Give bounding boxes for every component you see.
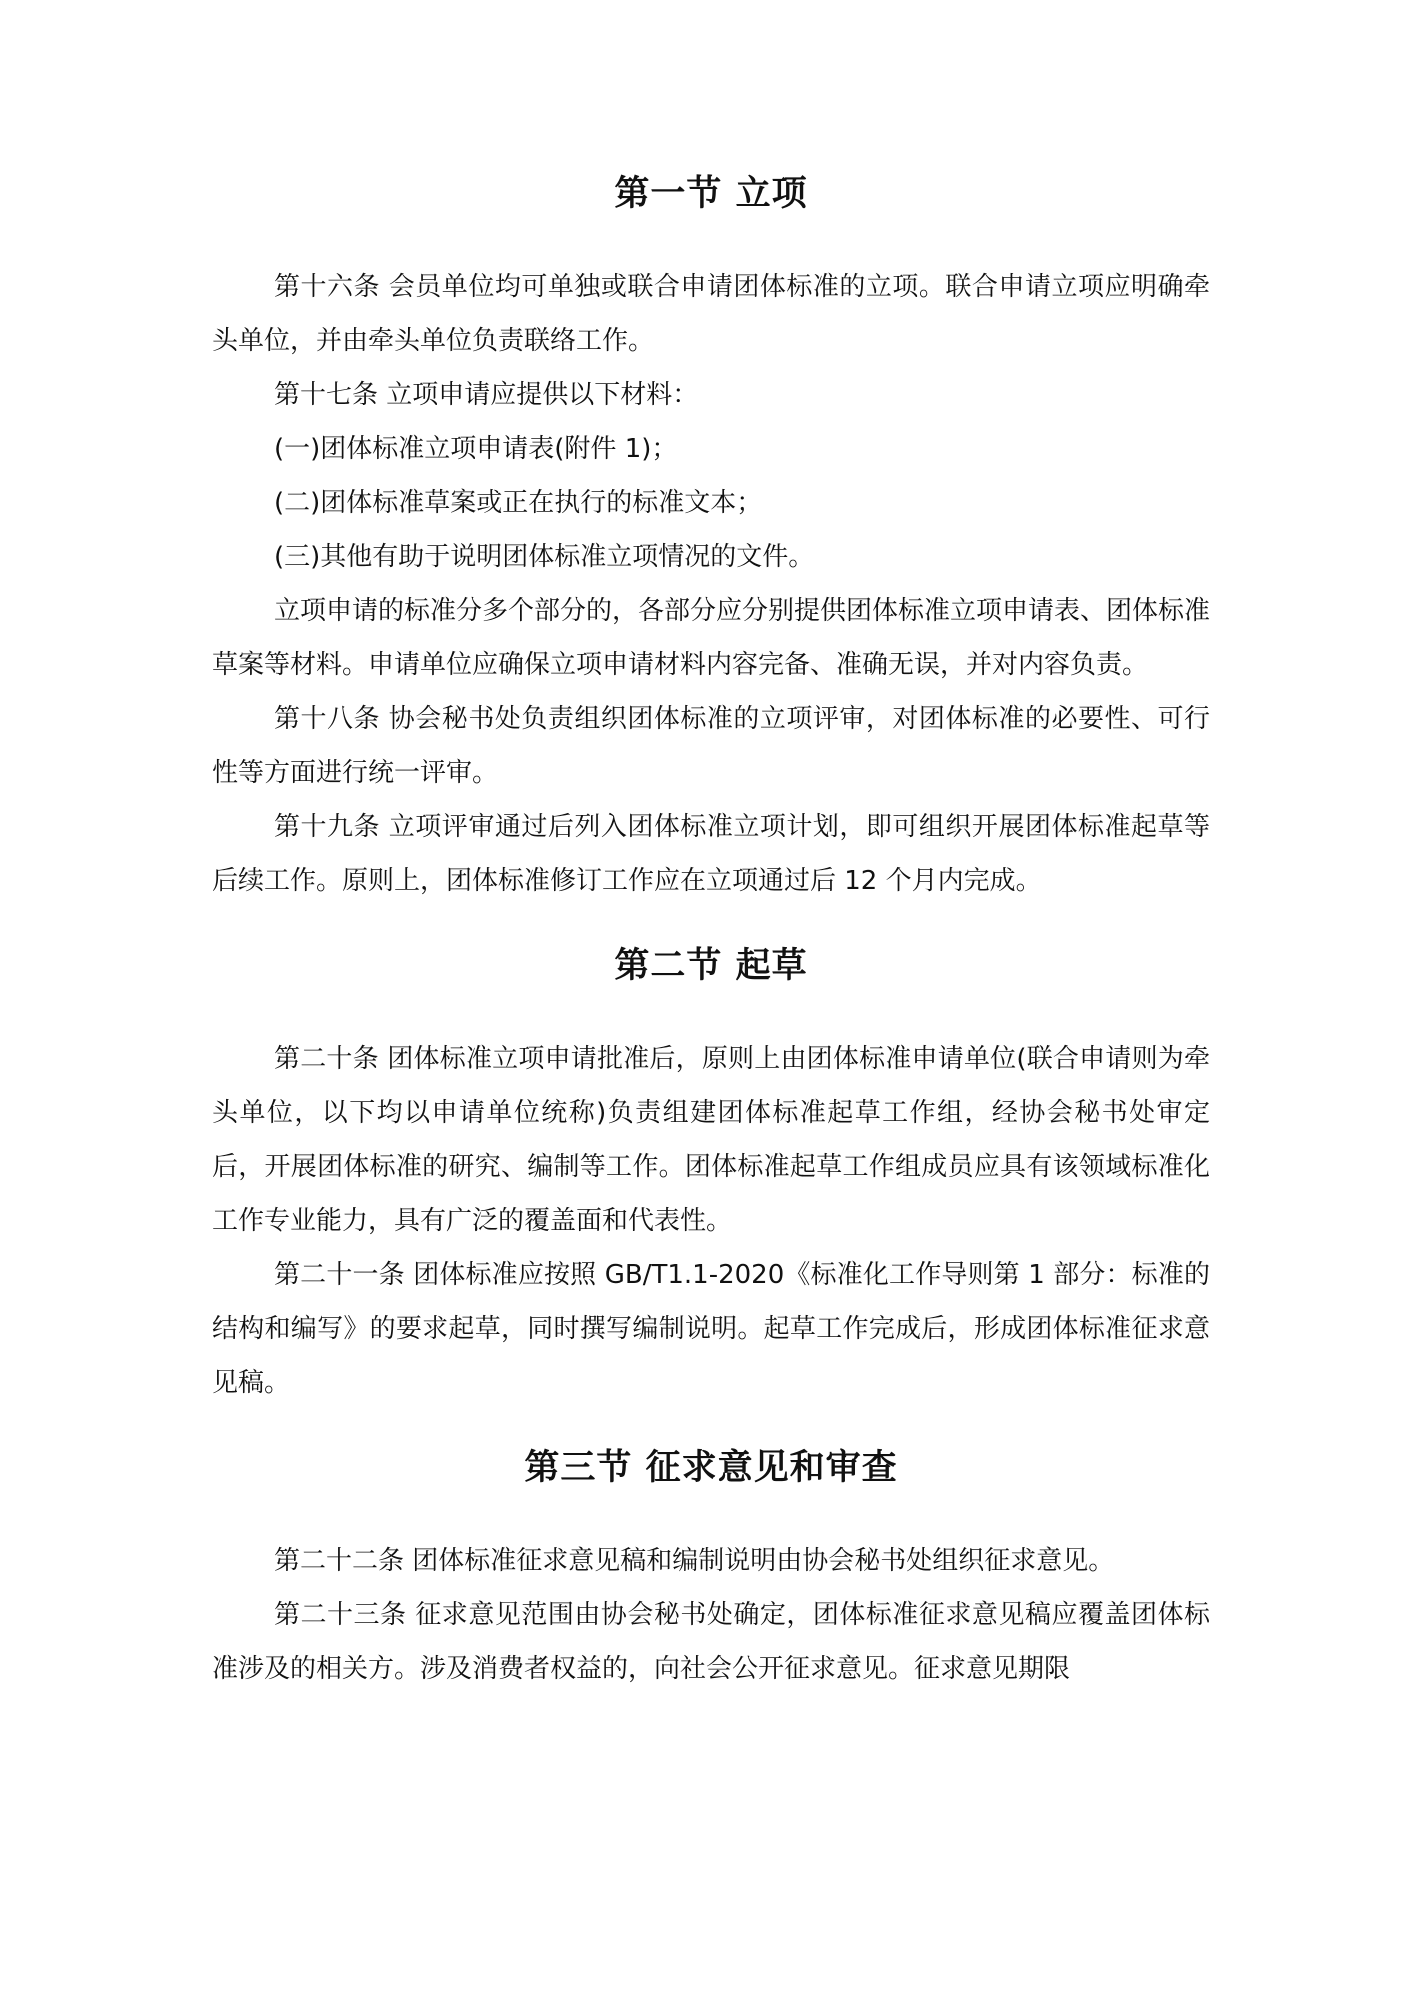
paragraph-article-22: 第二十二条 团体标准征求意见稿和编制说明由协会秘书处组织征求意见。 bbox=[274, 1546, 1115, 1576]
section-heading-2: 第二节 起草 bbox=[614, 946, 808, 986]
section-heading-3: 第三节 征求意见和审查 bbox=[524, 1448, 898, 1488]
list-item-1: (一)团体标准立项申请表(附件 1)； bbox=[274, 434, 678, 464]
document-page bbox=[212, 170, 1210, 1696]
list-item-2: (二)团体标准草案或正在执行的标准文本； bbox=[274, 488, 763, 518]
paragraph-article-19: 第十九条 立项评审通过后列入团体标准立项计划，即可组织开展团体标准起草等后续工作。原则上，团体标准修订工作应在立项通过后 12 个月内完成。 bbox=[212, 812, 1210, 896]
paragraph-article-23: 第二十三条 征求意见范围由协会秘书处确定，团体标准征求意见稿应覆盖团体标准涉及的相关方。涉及消费者权益的，向社会公开征求意见。征求意见期限 bbox=[212, 1600, 1210, 1684]
paragraph-article-17: 第十七条 立项申请应提供以下材料： bbox=[274, 380, 699, 410]
paragraph-article-16: 第十六条 会员单位均可单独或联合申请团体标准的立项。联合申请立项应明确牵头单位，并由牵头单位负责联络工作。 bbox=[212, 272, 1210, 356]
paragraph-multi-part: 立项申请的标准分多个部分的，各部分应分别提供团体标准立项申请表、团体标准草案等材料。申请单位应确保立项申请材料内容完备、准确无误，并对内容负责。 bbox=[212, 596, 1211, 680]
list-item-3: (三)其他有助于说明团体标准立项情况的文件。 bbox=[274, 542, 815, 572]
paragraph-article-18: 第十八条 协会秘书处负责组织团体标准的立项评审，对团体标准的必要性、可行性等方面进行统一评审。 bbox=[212, 704, 1210, 788]
section-heading-1: 第一节 立项 bbox=[614, 174, 808, 214]
paragraph-article-20: 第二十条 团体标准立项申请批准后，原则上由团体标准申请单位(联合申请则为牵头单位，以下均以申请单位统称)负责组建团体标准起草工作组，经协会秘书处审定后，开展团体标准的研究、编制等工作。团体标准起草工作组成员应具有该领域标准化工作专业能力，具有广泛的覆盖面和代表性。 bbox=[212, 1044, 1210, 1236]
paragraph-article-21: 第二十一条 团体标准应按照 GB/T1.1-2020《标准化工作导则第 1 部分：标准的结构和编写》的要求起草，同时撰写编制说明。起草工作完成后，形成团体标准征求意见稿。 bbox=[212, 1260, 1210, 1398]
